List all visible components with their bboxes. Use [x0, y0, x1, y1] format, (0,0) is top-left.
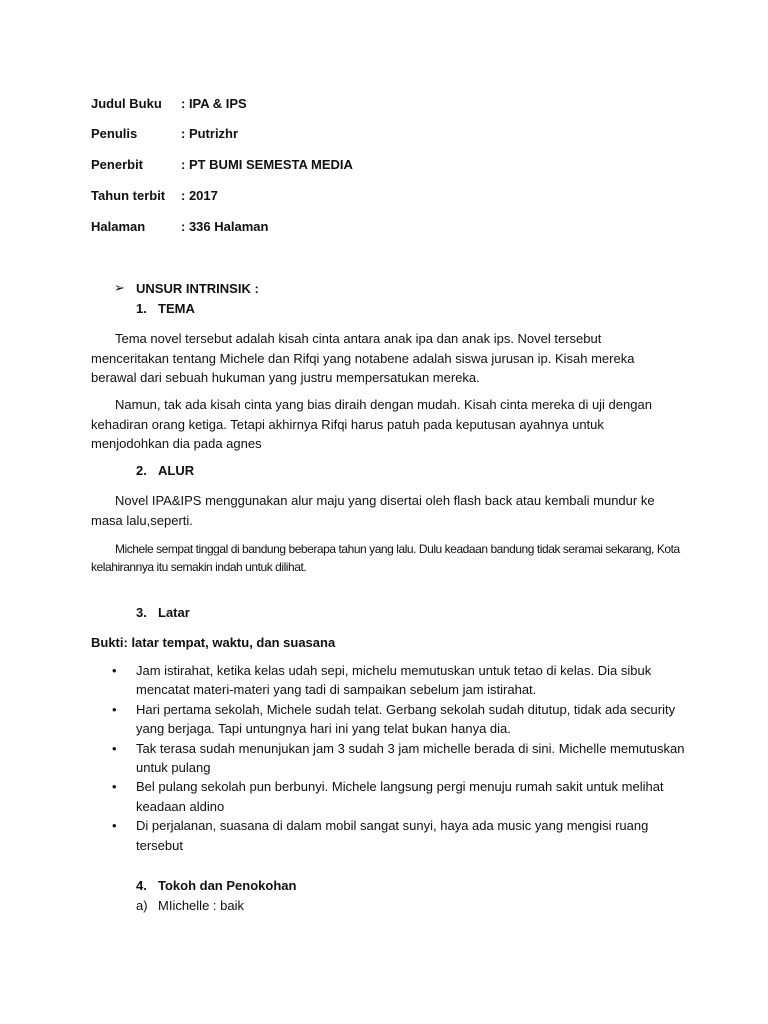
alur-number: 2. [136, 463, 147, 478]
list-item [112, 816, 692, 855]
latar-bullet-list [112, 661, 692, 855]
list-item [112, 700, 692, 739]
tema-number: 1. [136, 301, 147, 316]
section-heading: UNSUR INTRINSIK : [136, 281, 259, 296]
tokoh-title: Tokoh dan Penokohan [158, 878, 297, 893]
meta-value: : 336 Halaman [181, 219, 269, 234]
tema-paragraph-2: Namun, tak ada kisah cinta yang bias diraih dengan mudah. Kisah cinta mereka di uji dengan kehadiran orang ketiga. Tetapi akhirnya Rifqi harus patuh pada keputusan ayahnya untuk menjodohkan dia pada agnes [91, 397, 652, 451]
arrow-bullet-icon: ➢ [114, 280, 125, 295]
meta-label: Judul Buku [91, 96, 162, 111]
tema-title: TEMA [158, 301, 195, 316]
meta-label: Penulis [91, 126, 138, 141]
bullet-dot-icon: • [112, 663, 117, 678]
meta-value: : Putrizhr [181, 126, 239, 141]
list-item-text: Bel pulang sekolah pun berbunyi. Michele langsung pergi menuju rumah sakit untuk melihat keadaan aldino [136, 779, 664, 814]
bullet-dot-icon: • [112, 701, 117, 717]
meta-value: : IPA & IPS [181, 96, 247, 111]
alur-title: ALUR [158, 463, 195, 478]
meta-row-penulis [91, 124, 238, 143]
list-item-text: Hari pertama sekolah, Michele sudah telat. Gerbang sekolah sudah ditutup, tidak ada security yang berjaga. Tapi untungnya hari ini yang telat bukan hanya dia. [136, 701, 676, 737]
list-item-text: Jam istirahat, ketika kelas udah sepi, michelu memutuskan untuk tetao di kelas. Dia sibuk mencatat materi-materi yang tadi di sampaikan sebelum jam istirahat. [136, 663, 652, 698]
bullet-dot-icon: • [112, 818, 117, 834]
meta-label: Halaman [91, 219, 146, 234]
latar-title: Latar [158, 605, 190, 620]
tokoh-item-text: MIichelle : baik [158, 898, 244, 913]
list-item [112, 777, 692, 816]
meta-row-tahun [91, 186, 218, 205]
bullet-dot-icon: • [112, 740, 117, 756]
list-item [112, 739, 692, 778]
list-item [112, 661, 692, 700]
bullet-dot-icon: • [112, 779, 117, 795]
meta-row-halaman [91, 217, 268, 236]
meta-label: Tahun terbit [91, 188, 166, 203]
meta-row-judul [91, 94, 247, 113]
meta-row-penerbit [91, 155, 353, 174]
meta-value: : PT BUMI SEMESTA MEDIA [181, 157, 353, 172]
list-item-text: Tak terasa sudah menunjukan jam 3 sudah 3 jam michelle berada di sini. Michelle memutuskan untuk pulang [136, 740, 685, 776]
tokoh-item-marker: a) [136, 898, 148, 913]
tema-paragraph-1: Tema novel tersebut adalah kisah cinta antara anak ipa dan anak ips. Novel tersebut menceritakan tentang Michele dan Rifqi yang notabene adalah siswa jurusan ip. Kisah mereka berawal dari sebuah hukuman yang justru mempersatukan mereka. [91, 331, 635, 385]
tokoh-number: 4. [136, 878, 147, 893]
list-item-text: Di perjalanan, suasana di dalam mobil sangat sunyi, haya ada music yang mengisi ruang tersebut [136, 818, 649, 853]
meta-value: : 2017 [181, 188, 218, 203]
alur-paragraph-1: Novel IPA&IPS menggunakan alur maju yang disertai oleh flash back atau kembali mundur ke masa lalu,seperti. [91, 493, 655, 528]
alur-paragraph-2: Michele sempat tinggal di bandung beberapa tahun yang lalu. Dulu keadaan bandung tidak seramai sekarang, Kota kelahirannya itu semakin indah untuk dilihat. [91, 542, 680, 574]
meta-label: Penerbit [91, 157, 144, 172]
latar-number: 3. [136, 605, 147, 620]
latar-bukti: Bukti: latar tempat, waktu, dan suasana [91, 635, 336, 650]
